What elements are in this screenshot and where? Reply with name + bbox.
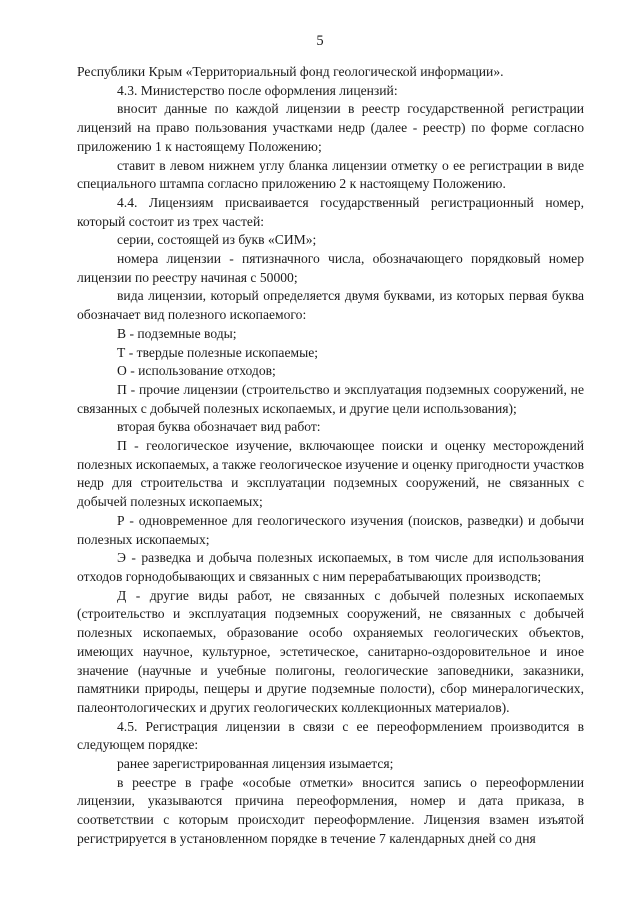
paragraph: 4.3. Министерство после оформления лицензий: (117, 82, 398, 98)
paragraph: 4.4. Лицензиям присваивается государственный регистрационный номер, который состоит из трех частей: (77, 194, 584, 229)
paragraph: Д - другие виды работ, не связанных с добычей полезных ископаемых (строительство и эксплуатация подземных сооружений, не связанных с добычей полезных ископаемых, образование особо охраняемых геологических объектов, имеющих научное, культурное, эстетическое, санитарно-оздоровительное и иное значение (научные и учебные полигоны, геологические заповедники, заказники, памятники природы, пещеры и другие подземные полости), сбор минералогических, палеонтологических и других геологических коллекционных материалов). (77, 587, 584, 715)
paragraph: ставит в левом нижнем углу бланка лицензии отметку о ее регистрации в виде специального штампа согласно приложению 2 к настоящему Положению. (77, 157, 584, 192)
paragraph: О - использование отходов; (117, 363, 276, 379)
paragraph: в реестре в графе «особые отметки» вносится запись о переоформлении лицензии, указываются причина переоформления, номер и дата приказа, в соответствии с которым происходит переоформление. Лицензия взамен изъятой регистрируется в установленном порядке в течение 7 календарных дней со дня (77, 774, 584, 846)
paragraph: вида лицензии, который определяется двумя буквами, из которых первая буква обозначает вид полезного ископаемого: (77, 288, 584, 323)
paragraph: П - геологическое изучение, включающее поиски и оценку месторождений полезных ископаемых, а также геологическое изучение и оценку пригодности участков недр для строительства и эксплуатации подземных сооружений, не связанных с добычей полезных ископаемых; (77, 438, 584, 510)
paragraph: П - прочие лицензии (строительство и эксплуатация подземных сооружений, не связанных с добычей полезных ископаемых, и другие цели использования); (77, 381, 584, 416)
page-number: 5 (316, 33, 324, 49)
paragraph: номера лицензии - пятизначного числа, обозначающего порядковый номер лицензии по реестру начиная с 50000; (77, 251, 584, 285)
paragraph: Р - одновременное для геологического изучения (поисков, разведки) и добычи полезных ископаемых; (77, 512, 584, 547)
paragraph: вносит данные по каждой лицензии в реестр государственной регистрации лицензий на право пользования участками недр (далее - реестр) по форме согласно приложению 1 к настоящему Положению; (77, 101, 584, 154)
paragraph: Т - твердые полезные ископаемые; (117, 344, 319, 360)
paragraph: 4.5. Регистрация лицензии в связи с ее переоформлением производится в следующем порядке: (77, 718, 584, 753)
paragraph: В - подземные воды; (117, 325, 237, 341)
paragraph: Э - разведка и добыча полезных ископаемых, в том числе для использования отходов горнодобывающих и связанных с ним перерабатывающих производств; (77, 550, 584, 584)
paragraph: ранее зарегистрированная лицензия изымается; (117, 756, 394, 772)
paragraph: серии, состоящей из букв «СИМ»; (117, 232, 317, 248)
document-body (77, 63, 584, 849)
paragraph: Республики Крым «Территориальный фонд геологической информации». (77, 64, 504, 79)
paragraph: вторая буква обозначает вид работ: (117, 419, 321, 435)
